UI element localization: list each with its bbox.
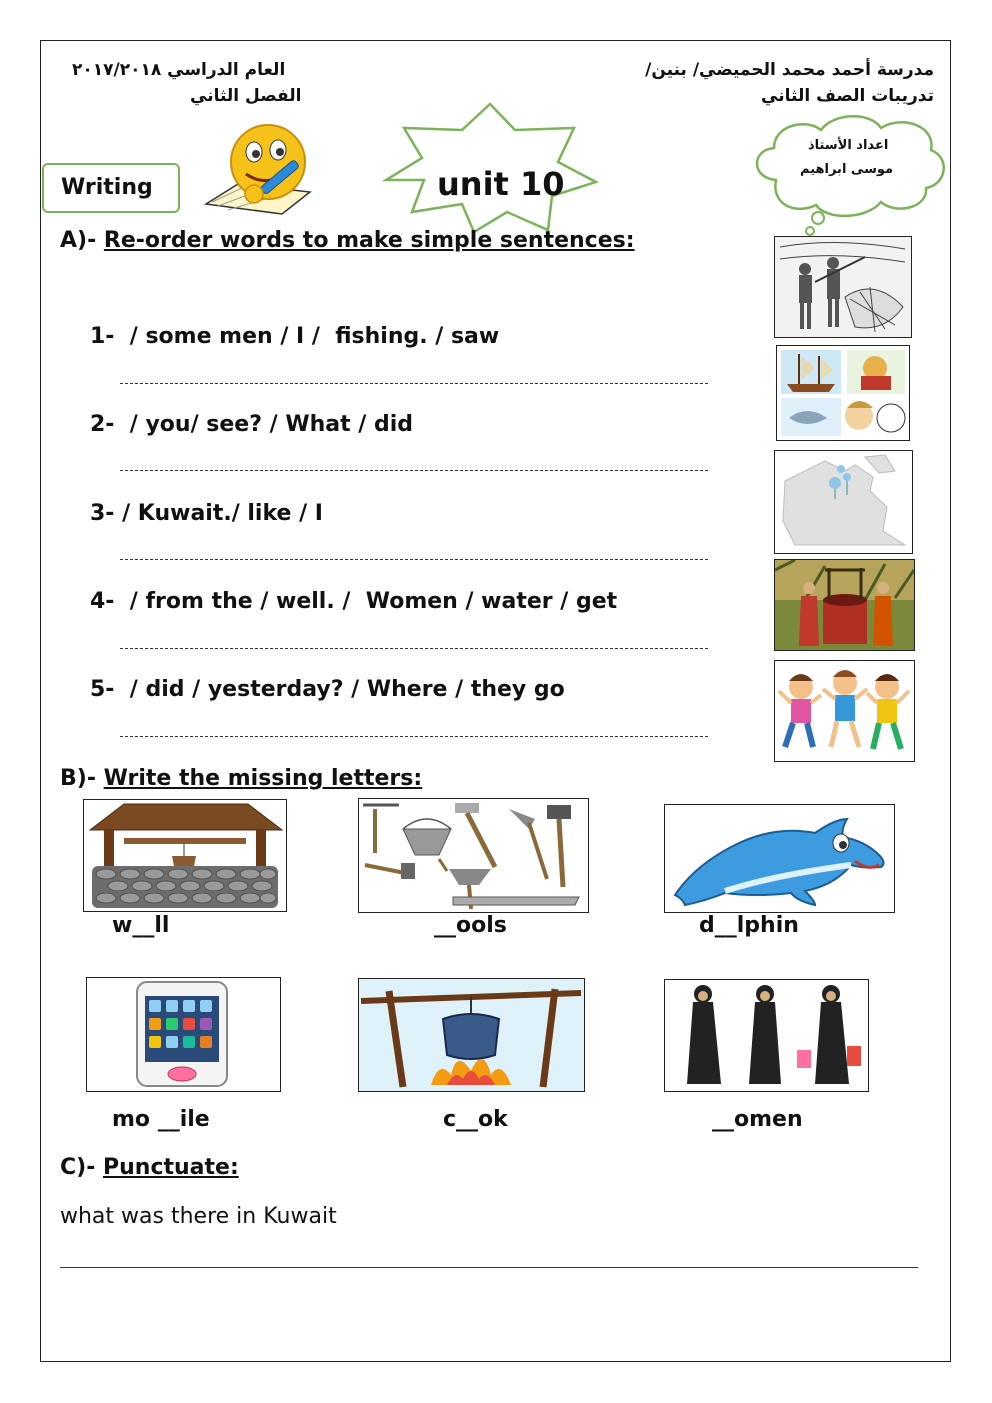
women-at-well-painting: [774, 559, 915, 651]
academic-year: العام الدراسي ٢٠١٧/٢٠١٨: [72, 60, 286, 80]
sentence-item-1: 1- / some men / I / fishing. / saw: [90, 324, 500, 349]
answer-line-2[interactable]: [120, 470, 708, 471]
missing-letters-word-2: __ools: [434, 913, 507, 938]
section-a-prefix: A)-: [60, 228, 104, 253]
cooking-pot-picture: [358, 978, 585, 1092]
grade-label: تدريبات الصف الثاني: [761, 86, 934, 106]
running-kids-picture: [774, 660, 915, 762]
teacher-label: اعداد الأستاذ: [808, 138, 889, 153]
section-a-heading: [60, 228, 635, 253]
missing-letters-word-1: w__ll: [112, 913, 170, 938]
sentence-item-2: 2- / you/ see? / What / did: [90, 412, 413, 437]
punctuate-sentence: what was there in Kuwait: [60, 1204, 337, 1229]
missing-letters-word-6: __omen: [712, 1107, 803, 1132]
sentence-item-5: 5- / did / yesterday? / Where / they go: [90, 677, 565, 702]
well-picture: [83, 799, 287, 912]
dolphin-picture: [664, 804, 895, 913]
missing-letters-word-4: mo __ile: [112, 1107, 210, 1132]
section-c-heading: [60, 1155, 239, 1180]
answer-line-4[interactable]: [120, 648, 708, 649]
writing-smiley-icon: [198, 122, 316, 216]
term-label: الفصل الثاني: [190, 86, 302, 106]
answer-line-1[interactable]: [120, 383, 708, 384]
section-b-heading: [60, 766, 422, 791]
kuwait-map-picture: [774, 450, 913, 554]
sentence-item-3: 3- / Kuwait./ like / I: [90, 501, 323, 526]
section-a-title: Re-order words to make simple sentences:: [103, 228, 635, 253]
school-name: مدرسة أحمد محمد الحميضي/ بنين/: [645, 60, 934, 80]
answer-line-5[interactable]: [120, 736, 708, 737]
mobile-phone-picture: [86, 977, 281, 1092]
answer-line-3[interactable]: [120, 559, 708, 560]
punctuate-answer-line[interactable]: [60, 1267, 918, 1268]
women-picture: [664, 979, 869, 1092]
fishermen-picture: [774, 236, 912, 338]
missing-letters-word-5: c__ok: [443, 1107, 508, 1132]
sentence-item-4: 4- / from the / well. / Women / water / get: [90, 589, 618, 614]
pearl-diving-collage-picture: [776, 345, 910, 441]
teacher-name: موسى ابراهيم: [800, 162, 894, 177]
section-b-prefix: B)-: [60, 766, 104, 791]
missing-letters-word-3: d__lphin: [699, 913, 799, 938]
unit-title: unit 10: [437, 165, 565, 203]
tools-picture: [358, 798, 589, 913]
section-b-title: Write the missing letters:: [103, 766, 423, 791]
section-c-title: Punctuate:: [103, 1155, 239, 1180]
section-c-prefix: C)-: [60, 1155, 103, 1180]
writing-label: Writing: [42, 163, 180, 213]
